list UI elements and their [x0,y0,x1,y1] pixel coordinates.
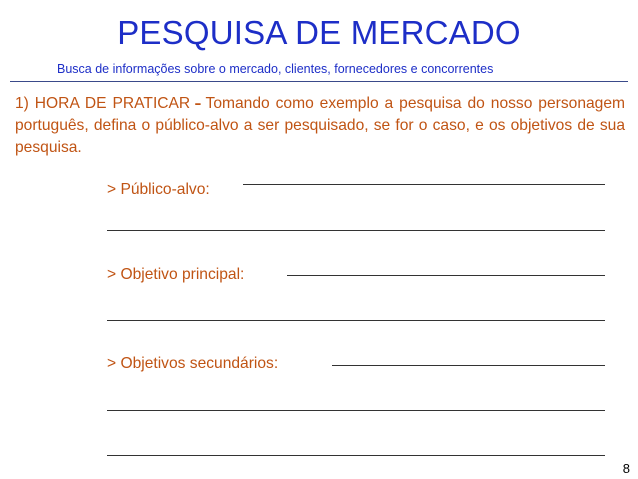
instruction-paragraph [15,92,625,159]
header-divider [10,81,628,82]
answer-line-publico-alvo-1[interactable] [243,184,605,185]
slide-title: PESQUISA DE MERCADO [117,14,521,51]
answer-line-objetivos-secundarios-3[interactable] [107,455,605,456]
answer-line-objetivos-secundarios-1[interactable] [332,365,605,366]
field-label-objetivos-secundarios: > Objetivos secundários: [107,355,279,372]
answer-line-objetivo-principal-2[interactable] [107,320,605,321]
answer-line-objetivo-principal-1[interactable] [287,275,605,276]
instruction-lead: 1) HORA DE PRATICAR [15,95,191,112]
instruction-dash: - [194,90,202,115]
page-number: 8 [622,461,630,476]
instruction-body: Tomando como exemplo a pesquisa do nosso personagem português, defina o público-alvo a ser pesquisado, se for o caso, e os objetivos de sua pesquisa. [15,95,625,156]
answer-line-objetivos-secundarios-2[interactable] [107,410,605,411]
answer-line-publico-alvo-2[interactable] [107,230,605,231]
slide-subtitle: Busca de informações sobre o mercado, clientes, fornecedores e concorrentes [57,62,494,76]
field-label-objetivo-principal: > Objetivo principal: [107,266,245,283]
field-label-publico-alvo: > Público-alvo: [107,181,210,198]
